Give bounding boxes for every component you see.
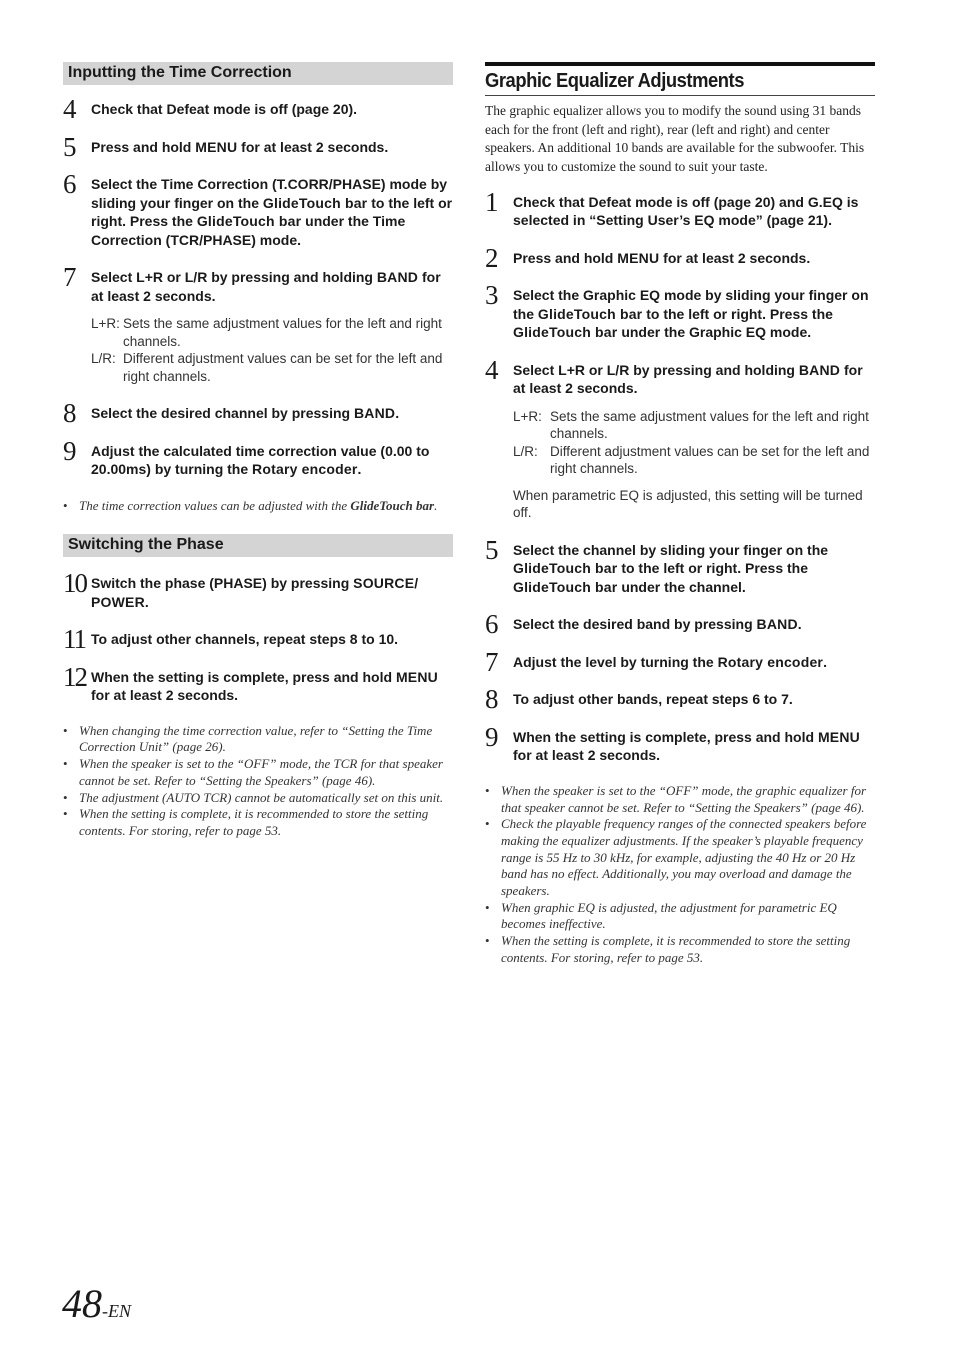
- step-text: Check that Defeat mode is off (page 20).: [91, 101, 358, 117]
- step-keyword: SOURCE/ POWER: [91, 575, 419, 610]
- step-text: .: [823, 653, 827, 670]
- option-row: [513, 443, 875, 478]
- step-number: 8: [485, 684, 499, 715]
- step-3: [485, 280, 875, 342]
- step-text: Adjust the calculated time correction value (0.00 to 20.00ms) by turning the: [91, 442, 430, 477]
- step-text: under the channel.: [617, 578, 746, 595]
- option-row: [513, 408, 875, 443]
- step-7: [63, 262, 453, 305]
- step-6: [485, 609, 875, 640]
- note-keyword: GlideTouch bar: [350, 497, 435, 513]
- step-text: Select the channel by sliding your finger on the: [513, 541, 829, 558]
- step-text: To adjust other channels, repeat steps 8 to 10.: [91, 631, 399, 648]
- step-4: [485, 354, 875, 398]
- step-text: under the Graphic EQ mode.: [617, 324, 812, 341]
- option-label: L+R:: [91, 316, 120, 331]
- lr-options-list-eq: [485, 408, 875, 478]
- step-text: Select the Time Correction (T.CORR/PHASE) mode by sliding your finger on the: [91, 176, 448, 211]
- step-text: Select L+R or L/R by pressing and holding: [513, 361, 799, 378]
- right-column: [485, 62, 875, 967]
- note-glidetouch: [63, 498, 453, 515]
- note-item: • When graphic EQ is adjusted, the adjustment for parametric EQ becomes ineffective.: [485, 900, 875, 933]
- note-text-end: .: [434, 497, 438, 513]
- step-number: 7: [63, 262, 77, 292]
- step-number: 4: [485, 354, 499, 385]
- step-keyword: BAND: [353, 405, 396, 421]
- option-description: Different adjustment values can be set for the left and right channels.: [550, 443, 870, 477]
- page-number: [62, 1280, 131, 1327]
- step-number: 5: [485, 534, 499, 565]
- step-text: Switch the phase (PHASE) by pressing: [91, 575, 354, 592]
- note-item: • When the speaker is set to the “OFF” mode, the TCR for that speaker cannot be set. Refer to “Setting the Speakers” (page 46).: [63, 756, 453, 789]
- step-text: .: [357, 461, 362, 477]
- step-text: Select the desired band by pressing: [513, 616, 757, 633]
- step-number: 10: [63, 568, 86, 599]
- step-text: for at least 2 seconds.: [237, 138, 389, 155]
- option-row: [91, 350, 453, 385]
- option-label: L+R:: [513, 408, 542, 424]
- note-text: The time correction values can be adjusted with the: [79, 497, 351, 513]
- step-list-eq-band: [485, 534, 875, 765]
- step-number: 6: [485, 609, 499, 640]
- section-title-text: Graphic Equalizer Adjustments: [485, 70, 744, 92]
- step-6: [63, 169, 453, 249]
- step-number: 6: [63, 169, 77, 199]
- step-text: to the left or right. Press the: [642, 305, 833, 322]
- note-item: • When changing the time correction value, refer to “Setting the Time Correction Unit” (page 26).: [63, 723, 453, 756]
- step-number: 4: [63, 94, 77, 124]
- note-item: • When the setting is complete, it is recommended to store the setting contents. For storing, refer to page 53.: [485, 933, 875, 966]
- step-5: [485, 534, 875, 597]
- note-item: • The adjustment (AUTO TCR) cannot be automatically set on this unit.: [63, 790, 453, 807]
- step-text: When the setting is complete, press and hold: [91, 668, 396, 685]
- notes-eq: [485, 783, 875, 967]
- step-number: 7: [485, 646, 499, 677]
- step-text: to the left or right. Press the: [91, 194, 453, 229]
- step-text: .: [395, 405, 400, 421]
- step-list-channel: [63, 398, 453, 479]
- step-5: [63, 131, 453, 162]
- step-list-phase: [63, 568, 453, 705]
- step-8: [63, 398, 453, 428]
- step-keyword: Rotary encoder: [252, 461, 358, 477]
- step-text: Select the desired channel by pressing: [91, 405, 354, 421]
- page-number-suffix: -EN: [102, 1301, 131, 1321]
- step-text: under the Time Correction (TCR/PHASE) mode.: [91, 213, 406, 248]
- step-9: [485, 721, 875, 765]
- step-keyword: MENU: [817, 728, 860, 745]
- step-number: 3: [485, 280, 499, 311]
- step-number: 2: [485, 242, 499, 273]
- step-keyword: GlideTouch bar: [262, 194, 368, 211]
- note-item: • Check the playable frequency ranges of the connected speakers before making the equalizer adjustments. If the speaker’s playable frequency range is 55 Hz to 30 kHz, for example, adjusting the 40 Hz or 20 Hz band has no effect. Additionally, you may overload and damage the speakers.: [485, 816, 875, 900]
- step-9: [63, 435, 453, 479]
- step-text: Adjust the level by turning the: [513, 653, 718, 670]
- parametric-note: When parametric EQ is adjusted, this setting will be turned off.: [513, 487, 863, 521]
- page-number-value: 48: [62, 1281, 102, 1326]
- note-item: • When the speaker is set to the “OFF” mode, the graphic equalizer for that speaker cannot be set. Refer to “Setting the Speakers” (page 46).: [485, 783, 875, 816]
- step-number: 9: [63, 435, 77, 466]
- step-keyword: MENU: [195, 138, 238, 155]
- option-description: Sets the same adjustment values for the left and right channels.: [123, 316, 442, 349]
- step-4: [63, 94, 453, 124]
- option-row: [91, 315, 453, 350]
- step-keyword: GlideTouch bar: [513, 324, 618, 341]
- step-keyword: MENU: [617, 249, 660, 266]
- step-10: [63, 568, 453, 611]
- lr-options-list: [63, 315, 453, 385]
- step-keyword: BAND: [376, 269, 419, 285]
- step-2: [485, 242, 875, 273]
- note-item: • When the setting is complete, it is recommended to store the setting contents. For storing, refer to page 53.: [63, 806, 453, 839]
- step-number: 1: [485, 186, 499, 217]
- step-11: [63, 624, 453, 655]
- step-text: for at least 2 seconds.: [513, 361, 863, 397]
- step-text: Select L+R or L/R by pressing and holding: [91, 269, 377, 285]
- step-keyword: BAND: [756, 616, 798, 633]
- step-7: [485, 646, 875, 677]
- step-text: Check that Defeat mode is off (page 20) and G.EQ is selected in “Setting User’s EQ mode” (page 21).: [513, 193, 859, 229]
- step-text: .: [144, 593, 149, 610]
- step-keyword: GlideTouch bar: [196, 213, 302, 229]
- step-text: for at least 2 seconds.: [659, 249, 811, 266]
- step-1: [485, 186, 875, 230]
- step-8: [485, 684, 875, 715]
- section-title-graphic-eq: [485, 62, 875, 96]
- step-12: [63, 661, 453, 705]
- option-description: Sets the same adjustment values for the left and right channels.: [550, 408, 869, 442]
- step-number: 11: [63, 624, 85, 655]
- step-number: 9: [485, 721, 499, 752]
- step-keyword: GlideTouch bar: [513, 578, 618, 595]
- step-number: 5: [63, 131, 77, 162]
- notes-phase: [63, 723, 453, 840]
- step-text: .: [797, 616, 802, 633]
- step-text: for at least 2 seconds.: [91, 269, 441, 304]
- option-label: L/R:: [513, 443, 538, 459]
- step-text: Press and hold: [513, 249, 618, 266]
- step-keyword: MENU: [395, 668, 438, 685]
- step-text: Select the Graphic EQ mode by sliding your finger on the: [513, 287, 869, 322]
- step-number: 8: [63, 398, 77, 428]
- section-heading-time-correction: Inputting the Time Correction: [63, 62, 453, 85]
- step-text: When the setting is complete, press and hold: [513, 728, 818, 745]
- section-heading-phase: Switching the Phase: [63, 534, 453, 557]
- step-keyword: Rotary encoder: [717, 653, 824, 670]
- step-keyword: GlideTouch bar: [537, 305, 643, 322]
- step-number: 12: [63, 661, 86, 692]
- step-text: To adjust other bands, repeat steps 6 to 7.: [513, 691, 793, 708]
- step-list-time-correction: [63, 94, 453, 305]
- step-text: to the left or right. Press the: [617, 560, 809, 577]
- step-keyword: GlideTouch bar: [513, 560, 618, 577]
- step-text: for at least 2 seconds.: [91, 687, 239, 704]
- option-description: Different adjustment values can be set for the left and right channels.: [123, 351, 443, 384]
- step-keyword: BAND: [798, 361, 841, 378]
- left-column: [63, 62, 453, 840]
- step-list-eq: [485, 186, 875, 398]
- step-text: for at least 2 seconds.: [513, 747, 661, 764]
- step-text: Press and hold: [91, 138, 196, 155]
- intro-paragraph: The graphic equalizer allows you to modify the sound using 31 bands each for the front (left and right), rear (left and right) and center speakers. An additional 10 bands are available for the subwoofer. This allows you to customize the sound to suit your taste.: [485, 103, 865, 175]
- option-label: L/R:: [91, 351, 116, 366]
